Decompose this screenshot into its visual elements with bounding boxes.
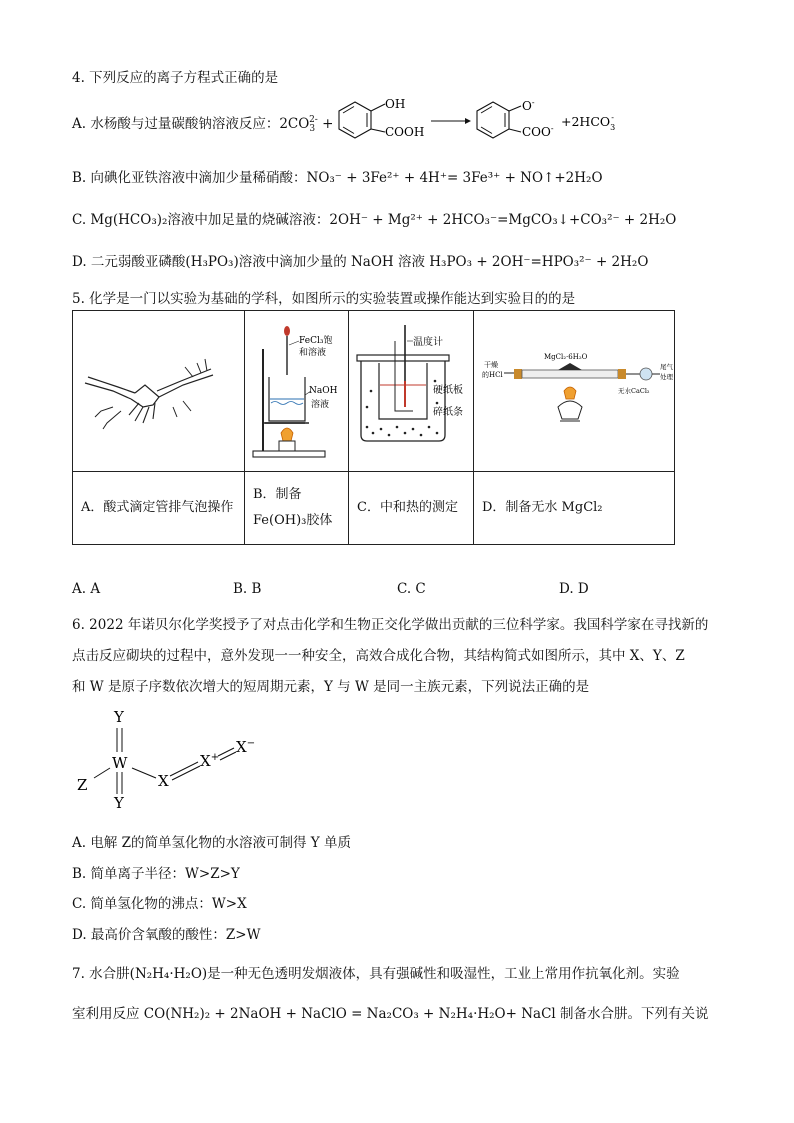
label-tail-gas-2: 处理 (660, 373, 673, 381)
q4-option-b: B. 向碘化亚铁溶液中滴加少量稀硝酸：NO₃⁻ + 3Fe²⁺ + 4H⁺= 3Fe³⁺ + NO↑+2H₂O (72, 170, 603, 186)
q7-line-2: 室利用反应 CO(NH₂)₂ + 2NaOH + NaClO = Na₂CO₃ + N₂H₄·H₂O+ NaCl 制备水合肼。下列有关说 (72, 1006, 709, 1022)
label-naoh: NaOH (309, 386, 338, 396)
q6-option-b: B. 简单离子半径：W>Z>Y (72, 866, 240, 882)
figure-burette (73, 311, 245, 472)
q5-choices (72, 581, 672, 599)
label-fecl3: FeCl₃饱 (299, 336, 333, 346)
q6-line-1: 6. 2022 年诺贝尔化学奖授予了对点击化学和生物正交化学做出贡献的三位科学家。我国科学家在寻找新的 (72, 617, 709, 633)
label-mgcl2-hydrate: MgCl₂·6H₂O (544, 353, 588, 361)
q5-choice-a: A. A (72, 581, 101, 597)
label-thermometer: 温度计 (413, 337, 443, 348)
q4-a-plus: + (322, 116, 334, 132)
q6-structure-formula (72, 706, 292, 816)
figure-mgcl2-apparatus (474, 311, 675, 472)
q4-option-a (72, 112, 333, 134)
burette-hands-drawing (73, 311, 243, 467)
q6-line-3: 和 W 是原子序数依次增大的短周期元素，Y 与 W 是同一主族元素，下列说法正确的是 (72, 679, 590, 695)
atom-y-top: Y (114, 708, 124, 726)
label-dry-hcl-2: 的HCl (482, 371, 503, 379)
q5-choice-d: D. D (559, 581, 589, 597)
caption-b: B．制备Fe(OH)₃胶体 (245, 472, 349, 545)
product-o-minus-label: O- (522, 98, 535, 113)
salicylic-oh-label: OH (385, 97, 406, 111)
caption-d: D．制备无水 MgCl₂ (474, 472, 675, 545)
q5-choice-c: C. C (397, 581, 426, 597)
atom-z: Z (77, 776, 88, 794)
q4-a-reaction-structures (335, 96, 625, 146)
q6-option-c: C. 简单氢化物的沸点：W>X (72, 896, 247, 912)
product-benzene-ring (477, 102, 509, 138)
colloid-apparatus-drawing (245, 311, 347, 467)
salicylic-cooh-label: COOH (385, 125, 425, 139)
calorimeter-drawing (349, 311, 472, 467)
caption-c: C．中和热的测定 (349, 472, 474, 545)
label-tail-gas-1: 尾气 (660, 363, 673, 371)
atom-x-3: X− (236, 738, 256, 756)
q5-experiment-table (72, 310, 675, 545)
q4-stem: 4. 下列反应的离子方程式正确的是 (72, 70, 279, 86)
salicylic-benzene-ring (339, 102, 371, 138)
figure-calorimeter (349, 311, 474, 472)
q5-stem: 5. 化学是一门以实验为基础的学科，如图所示的实验装置或操作能达到实验目的的是 (72, 291, 576, 307)
atom-x-1: X (158, 772, 169, 790)
q6-option-d: D. 最高价含氧酸的酸性：Z>W (72, 927, 261, 943)
figure-fe-oh3-apparatus (245, 311, 349, 472)
caption-a: A．酸式滴定管排气泡操作 (73, 472, 245, 545)
label-paper-scraps: 碎纸条 (433, 407, 463, 418)
q4-a-label: A. 水杨酸与过量碳酸钠溶液反应： (72, 116, 280, 132)
q6-option-a: A. 电解 Z的简单氢化物的水溶液可制得 Y 单质 (72, 835, 351, 851)
label-naoh-2: 溶液 (311, 400, 330, 410)
q7-line-1: 7. 水合肼(N₂H₄·H₂O)是一种无色透明发烟液体，具有强碱性和吸湿性，工业上常用作抗氧化剂。实验 (72, 966, 680, 982)
label-cardboard: 硬纸板 (433, 385, 463, 396)
q5-choice-b: B. B (233, 581, 262, 597)
label-dry-hcl-1: 干燥 (484, 361, 498, 369)
label-cacl2: 无水CaCl₂ (618, 387, 650, 395)
mgcl2-apparatus-drawing (474, 311, 673, 467)
label-fecl3-2: 和溶液 (299, 348, 327, 358)
q4-option-d: D. 二元弱酸亚磷酸(H₃PO₃)溶液中滴加少量的 NaOH 溶液 H₃PO₃ + 2OH⁻=HPO₃²⁻ + 2H₂O (72, 254, 649, 270)
bicarbonate-label: $+2HCO_3-$ (561, 113, 616, 132)
product-coo-minus-label: COO- (522, 124, 554, 139)
q4-a-carbonate: $2CO_3^{2-}$ (279, 115, 318, 134)
atom-y-bottom: Y (114, 794, 124, 812)
q4-option-c: C. Mg(HCO₃)₂溶液中加足量的烧碱溶液：2OH⁻ + Mg²⁺ + 2HCO₃⁻=MgCO₃↓+CO₃²⁻ + 2H₂O (72, 212, 677, 228)
q6-line-2: 点击反应砌块的过程中，意外发现一一种安全，高效合成化合物，其结构简式如图所示，其中 X、Y、Z (72, 648, 685, 664)
atom-w: W (112, 754, 128, 772)
atom-x-2: X+ (200, 752, 220, 770)
